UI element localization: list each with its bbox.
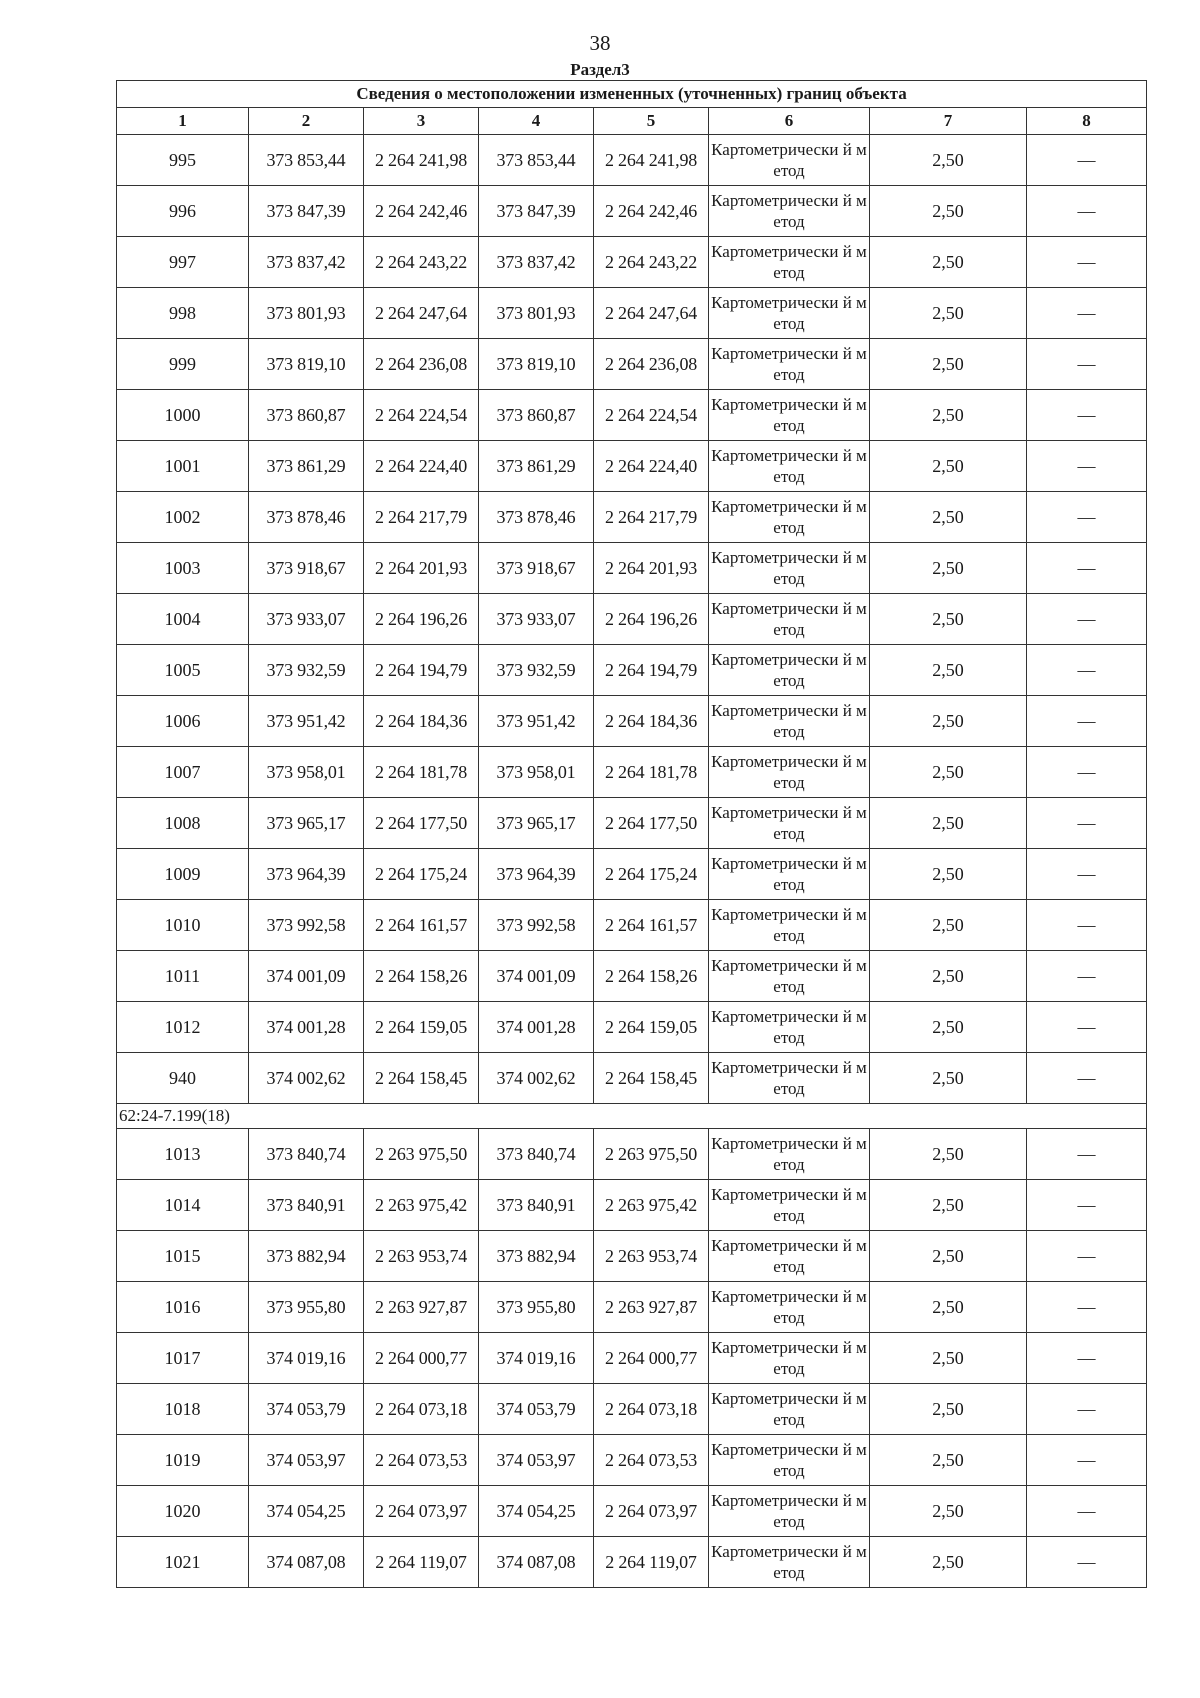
point-number-cell: 1007 bbox=[117, 747, 249, 798]
table-row bbox=[117, 339, 1147, 390]
accuracy-cell: 2,50 bbox=[870, 1384, 1027, 1435]
y-coordinate-new-cell: 2 264 224,54 bbox=[594, 390, 709, 441]
table-row bbox=[117, 594, 1147, 645]
y-coordinate-cell: 2 263 953,74 bbox=[364, 1231, 479, 1282]
accuracy-cell: 2,50 bbox=[870, 1435, 1027, 1486]
table-row bbox=[117, 543, 1147, 594]
accuracy-cell: 2,50 bbox=[870, 1537, 1027, 1588]
x-coordinate-cell: 373 878,46 bbox=[249, 492, 364, 543]
column-header: 4 bbox=[479, 108, 594, 135]
accuracy-cell: 2,50 bbox=[870, 441, 1027, 492]
point-number-cell: 997 bbox=[117, 237, 249, 288]
accuracy-cell: 2,50 bbox=[870, 135, 1027, 186]
accuracy-cell: 2,50 bbox=[870, 492, 1027, 543]
point-number-cell: 996 bbox=[117, 186, 249, 237]
group-label: 62:24-7.199(18) bbox=[117, 1104, 1147, 1129]
y-coordinate-new-cell: 2 264 201,93 bbox=[594, 543, 709, 594]
description-cell: — bbox=[1027, 135, 1147, 186]
description-cell: — bbox=[1027, 1384, 1147, 1435]
description-cell: — bbox=[1027, 900, 1147, 951]
point-number-cell: 1015 bbox=[117, 1231, 249, 1282]
table-row bbox=[117, 798, 1147, 849]
accuracy-cell: 2,50 bbox=[870, 798, 1027, 849]
accuracy-cell: 2,50 bbox=[870, 237, 1027, 288]
y-coordinate-new-cell: 2 264 073,53 bbox=[594, 1435, 709, 1486]
point-number-cell: 1020 bbox=[117, 1486, 249, 1537]
x-coordinate-new-cell: 373 847,39 bbox=[479, 186, 594, 237]
method-cell: Картометрически й метод bbox=[709, 543, 870, 594]
method-cell: Картометрически й метод bbox=[709, 900, 870, 951]
description-cell: — bbox=[1027, 492, 1147, 543]
table-row bbox=[117, 186, 1147, 237]
y-coordinate-cell: 2 264 243,22 bbox=[364, 237, 479, 288]
y-coordinate-cell: 2 264 177,50 bbox=[364, 798, 479, 849]
y-coordinate-new-cell: 2 264 224,40 bbox=[594, 441, 709, 492]
method-cell: Картометрически й метод bbox=[709, 1333, 870, 1384]
x-coordinate-new-cell: 373 964,39 bbox=[479, 849, 594, 900]
description-cell: — bbox=[1027, 441, 1147, 492]
y-coordinate-new-cell: 2 264 119,07 bbox=[594, 1537, 709, 1588]
y-coordinate-new-cell: 2 264 181,78 bbox=[594, 747, 709, 798]
x-coordinate-new-cell: 373 853,44 bbox=[479, 135, 594, 186]
description-cell: — bbox=[1027, 543, 1147, 594]
method-cell: Картометрически й метод bbox=[709, 747, 870, 798]
point-number-cell: 1021 bbox=[117, 1537, 249, 1588]
x-coordinate-cell: 374 001,09 bbox=[249, 951, 364, 1002]
table-row bbox=[117, 1180, 1147, 1231]
y-coordinate-cell: 2 264 224,40 bbox=[364, 441, 479, 492]
y-coordinate-new-cell: 2 264 159,05 bbox=[594, 1002, 709, 1053]
accuracy-cell: 2,50 bbox=[870, 1231, 1027, 1282]
x-coordinate-cell: 374 087,08 bbox=[249, 1537, 364, 1588]
y-coordinate-cell: 2 264 175,24 bbox=[364, 849, 479, 900]
x-coordinate-new-cell: 373 837,42 bbox=[479, 237, 594, 288]
x-coordinate-cell: 373 840,74 bbox=[249, 1129, 364, 1180]
x-coordinate-new-cell: 373 860,87 bbox=[479, 390, 594, 441]
x-coordinate-cell: 373 958,01 bbox=[249, 747, 364, 798]
description-cell: — bbox=[1027, 339, 1147, 390]
column-header: 8 bbox=[1027, 108, 1147, 135]
point-number-cell: 1002 bbox=[117, 492, 249, 543]
table-row bbox=[117, 900, 1147, 951]
table-row bbox=[117, 747, 1147, 798]
y-coordinate-cell: 2 264 073,18 bbox=[364, 1384, 479, 1435]
point-number-cell: 1009 bbox=[117, 849, 249, 900]
x-coordinate-cell: 373 964,39 bbox=[249, 849, 364, 900]
x-coordinate-new-cell: 374 053,79 bbox=[479, 1384, 594, 1435]
y-coordinate-cell: 2 264 159,05 bbox=[364, 1002, 479, 1053]
y-coordinate-new-cell: 2 264 175,24 bbox=[594, 849, 709, 900]
table-row bbox=[117, 951, 1147, 1002]
description-cell: — bbox=[1027, 237, 1147, 288]
y-coordinate-cell: 2 263 975,42 bbox=[364, 1180, 479, 1231]
y-coordinate-new-cell: 2 264 000,77 bbox=[594, 1333, 709, 1384]
point-number-cell: 1000 bbox=[117, 390, 249, 441]
description-cell: — bbox=[1027, 1486, 1147, 1537]
point-number-cell: 1004 bbox=[117, 594, 249, 645]
accuracy-cell: 2,50 bbox=[870, 645, 1027, 696]
description-cell: — bbox=[1027, 645, 1147, 696]
y-coordinate-new-cell: 2 264 196,26 bbox=[594, 594, 709, 645]
y-coordinate-cell: 2 264 073,97 bbox=[364, 1486, 479, 1537]
table-header-row bbox=[117, 108, 1147, 135]
accuracy-cell: 2,50 bbox=[870, 1486, 1027, 1537]
point-number-cell: 1005 bbox=[117, 645, 249, 696]
method-cell: Картометрически й метод bbox=[709, 951, 870, 1002]
method-cell: Картометрически й метод bbox=[709, 441, 870, 492]
table-row bbox=[117, 135, 1147, 186]
description-cell: — bbox=[1027, 594, 1147, 645]
description-cell: — bbox=[1027, 390, 1147, 441]
description-cell: — bbox=[1027, 1180, 1147, 1231]
point-number-cell: 1013 bbox=[117, 1129, 249, 1180]
table-row bbox=[117, 237, 1147, 288]
y-coordinate-new-cell: 2 264 242,46 bbox=[594, 186, 709, 237]
point-number-cell: 1001 bbox=[117, 441, 249, 492]
column-header: 3 bbox=[364, 108, 479, 135]
x-coordinate-new-cell: 373 951,42 bbox=[479, 696, 594, 747]
description-cell: — bbox=[1027, 1435, 1147, 1486]
y-coordinate-cell: 2 264 158,45 bbox=[364, 1053, 479, 1104]
y-coordinate-cell: 2 264 217,79 bbox=[364, 492, 479, 543]
y-coordinate-cell: 2 264 000,77 bbox=[364, 1333, 479, 1384]
table-row bbox=[117, 492, 1147, 543]
method-cell: Картометрически й метод bbox=[709, 339, 870, 390]
x-coordinate-cell: 373 932,59 bbox=[249, 645, 364, 696]
accuracy-cell: 2,50 bbox=[870, 1053, 1027, 1104]
point-number-cell: 999 bbox=[117, 339, 249, 390]
accuracy-cell: 2,50 bbox=[870, 288, 1027, 339]
method-cell: Картометрически й метод bbox=[709, 594, 870, 645]
method-cell: Картометрически й метод bbox=[709, 1537, 870, 1588]
description-cell: — bbox=[1027, 696, 1147, 747]
y-coordinate-new-cell: 2 264 241,98 bbox=[594, 135, 709, 186]
method-cell: Картометрически й метод bbox=[709, 135, 870, 186]
y-coordinate-new-cell: 2 264 158,26 bbox=[594, 951, 709, 1002]
column-header: 6 bbox=[709, 108, 870, 135]
x-coordinate-new-cell: 374 087,08 bbox=[479, 1537, 594, 1588]
accuracy-cell: 2,50 bbox=[870, 594, 1027, 645]
point-number-cell: 1003 bbox=[117, 543, 249, 594]
y-coordinate-cell: 2 264 194,79 bbox=[364, 645, 479, 696]
description-cell: — bbox=[1027, 1333, 1147, 1384]
x-coordinate-new-cell: 373 819,10 bbox=[479, 339, 594, 390]
page-number: 38 bbox=[589, 31, 611, 55]
table-row bbox=[117, 390, 1147, 441]
table-row bbox=[117, 849, 1147, 900]
method-cell: Картометрически й метод bbox=[709, 696, 870, 747]
x-coordinate-cell: 373 801,93 bbox=[249, 288, 364, 339]
accuracy-cell: 2,50 bbox=[870, 1002, 1027, 1053]
accuracy-cell: 2,50 bbox=[870, 951, 1027, 1002]
x-coordinate-cell: 373 847,39 bbox=[249, 186, 364, 237]
method-cell: Картометрически й метод bbox=[709, 1435, 870, 1486]
description-cell: — bbox=[1027, 849, 1147, 900]
y-coordinate-new-cell: 2 264 217,79 bbox=[594, 492, 709, 543]
table-caption: Сведения о местоположении измененных (уточненных) границ объекта bbox=[117, 81, 1147, 108]
x-coordinate-cell: 373 861,29 bbox=[249, 441, 364, 492]
y-coordinate-new-cell: 2 264 184,36 bbox=[594, 696, 709, 747]
accuracy-cell: 2,50 bbox=[870, 1180, 1027, 1231]
y-coordinate-new-cell: 2 263 975,42 bbox=[594, 1180, 709, 1231]
y-coordinate-new-cell: 2 263 953,74 bbox=[594, 1231, 709, 1282]
x-coordinate-new-cell: 374 002,62 bbox=[479, 1053, 594, 1104]
point-number-cell: 1008 bbox=[117, 798, 249, 849]
x-coordinate-cell: 374 053,97 bbox=[249, 1435, 364, 1486]
y-coordinate-new-cell: 2 263 975,50 bbox=[594, 1129, 709, 1180]
x-coordinate-new-cell: 373 933,07 bbox=[479, 594, 594, 645]
section-title: Раздел3 bbox=[570, 60, 630, 79]
accuracy-cell: 2,50 bbox=[870, 1282, 1027, 1333]
table-row bbox=[117, 1537, 1147, 1588]
column-header: 2 bbox=[249, 108, 364, 135]
point-number-cell: 998 bbox=[117, 288, 249, 339]
table-row bbox=[117, 1282, 1147, 1333]
y-coordinate-new-cell: 2 264 177,50 bbox=[594, 798, 709, 849]
point-number-cell: 1006 bbox=[117, 696, 249, 747]
x-coordinate-cell: 373 955,80 bbox=[249, 1282, 364, 1333]
x-coordinate-new-cell: 373 840,74 bbox=[479, 1129, 594, 1180]
x-coordinate-new-cell: 374 001,28 bbox=[479, 1002, 594, 1053]
x-coordinate-cell: 373 882,94 bbox=[249, 1231, 364, 1282]
description-cell: — bbox=[1027, 1053, 1147, 1104]
description-cell: — bbox=[1027, 951, 1147, 1002]
x-coordinate-cell: 374 053,79 bbox=[249, 1384, 364, 1435]
y-coordinate-new-cell: 2 264 243,22 bbox=[594, 237, 709, 288]
table-row bbox=[117, 1053, 1147, 1104]
table-row bbox=[117, 441, 1147, 492]
y-coordinate-cell: 2 264 247,64 bbox=[364, 288, 479, 339]
x-coordinate-cell: 373 933,07 bbox=[249, 594, 364, 645]
x-coordinate-cell: 374 001,28 bbox=[249, 1002, 364, 1053]
description-cell: — bbox=[1027, 1129, 1147, 1180]
y-coordinate-cell: 2 264 224,54 bbox=[364, 390, 479, 441]
y-coordinate-cell: 2 264 184,36 bbox=[364, 696, 479, 747]
point-number-cell: 1011 bbox=[117, 951, 249, 1002]
y-coordinate-cell: 2 264 073,53 bbox=[364, 1435, 479, 1486]
y-coordinate-new-cell: 2 264 247,64 bbox=[594, 288, 709, 339]
x-coordinate-cell: 373 951,42 bbox=[249, 696, 364, 747]
point-number-cell: 1016 bbox=[117, 1282, 249, 1333]
y-coordinate-cell: 2 263 975,50 bbox=[364, 1129, 479, 1180]
method-cell: Картометрически й метод bbox=[709, 849, 870, 900]
y-coordinate-cell: 2 264 161,57 bbox=[364, 900, 479, 951]
description-cell: — bbox=[1027, 1231, 1147, 1282]
column-header: 5 bbox=[594, 108, 709, 135]
x-coordinate-new-cell: 373 932,59 bbox=[479, 645, 594, 696]
y-coordinate-cell: 2 264 181,78 bbox=[364, 747, 479, 798]
method-cell: Картометрически й метод bbox=[709, 237, 870, 288]
x-coordinate-new-cell: 373 918,67 bbox=[479, 543, 594, 594]
point-number-cell: 995 bbox=[117, 135, 249, 186]
y-coordinate-new-cell: 2 264 236,08 bbox=[594, 339, 709, 390]
method-cell: Картометрически й метод bbox=[709, 1129, 870, 1180]
x-coordinate-new-cell: 373 840,91 bbox=[479, 1180, 594, 1231]
x-coordinate-new-cell: 373 958,01 bbox=[479, 747, 594, 798]
table-row bbox=[117, 1333, 1147, 1384]
x-coordinate-new-cell: 373 801,93 bbox=[479, 288, 594, 339]
x-coordinate-new-cell: 373 878,46 bbox=[479, 492, 594, 543]
method-cell: Картометрически й метод bbox=[709, 1231, 870, 1282]
accuracy-cell: 2,50 bbox=[870, 1333, 1027, 1384]
point-number-cell: 940 bbox=[117, 1053, 249, 1104]
description-cell: — bbox=[1027, 288, 1147, 339]
y-coordinate-new-cell: 2 264 194,79 bbox=[594, 645, 709, 696]
y-coordinate-new-cell: 2 264 158,45 bbox=[594, 1053, 709, 1104]
x-coordinate-new-cell: 374 019,16 bbox=[479, 1333, 594, 1384]
description-cell: — bbox=[1027, 186, 1147, 237]
y-coordinate-cell: 2 264 236,08 bbox=[364, 339, 479, 390]
method-cell: Картометрически й метод bbox=[709, 492, 870, 543]
x-coordinate-cell: 373 840,91 bbox=[249, 1180, 364, 1231]
method-cell: Картометрически й метод bbox=[709, 1384, 870, 1435]
column-header: 7 bbox=[870, 108, 1027, 135]
boundary-points-table bbox=[116, 80, 1147, 1588]
table-row bbox=[117, 1231, 1147, 1282]
y-coordinate-cell: 2 264 242,46 bbox=[364, 186, 479, 237]
table-row bbox=[117, 1384, 1147, 1435]
y-coordinate-cell: 2 264 196,26 bbox=[364, 594, 479, 645]
description-cell: — bbox=[1027, 747, 1147, 798]
point-number-cell: 1012 bbox=[117, 1002, 249, 1053]
method-cell: Картометрически й метод bbox=[709, 645, 870, 696]
x-coordinate-new-cell: 373 861,29 bbox=[479, 441, 594, 492]
accuracy-cell: 2,50 bbox=[870, 186, 1027, 237]
y-coordinate-cell: 2 264 241,98 bbox=[364, 135, 479, 186]
point-number-cell: 1019 bbox=[117, 1435, 249, 1486]
x-coordinate-cell: 373 918,67 bbox=[249, 543, 364, 594]
accuracy-cell: 2,50 bbox=[870, 339, 1027, 390]
accuracy-cell: 2,50 bbox=[870, 747, 1027, 798]
y-coordinate-cell: 2 264 119,07 bbox=[364, 1537, 479, 1588]
accuracy-cell: 2,50 bbox=[870, 849, 1027, 900]
method-cell: Картометрически й метод bbox=[709, 1180, 870, 1231]
accuracy-cell: 2,50 bbox=[870, 1129, 1027, 1180]
x-coordinate-new-cell: 373 992,58 bbox=[479, 900, 594, 951]
y-coordinate-new-cell: 2 264 161,57 bbox=[594, 900, 709, 951]
method-cell: Картометрически й метод bbox=[709, 186, 870, 237]
point-number-cell: 1018 bbox=[117, 1384, 249, 1435]
table-row bbox=[117, 696, 1147, 747]
column-header: 1 bbox=[117, 108, 249, 135]
x-coordinate-cell: 373 819,10 bbox=[249, 339, 364, 390]
x-coordinate-new-cell: 373 965,17 bbox=[479, 798, 594, 849]
x-coordinate-cell: 373 965,17 bbox=[249, 798, 364, 849]
table-body bbox=[117, 81, 1147, 1588]
y-coordinate-cell: 2 263 927,87 bbox=[364, 1282, 479, 1333]
y-coordinate-new-cell: 2 264 073,18 bbox=[594, 1384, 709, 1435]
y-coordinate-new-cell: 2 264 073,97 bbox=[594, 1486, 709, 1537]
x-coordinate-new-cell: 374 001,09 bbox=[479, 951, 594, 1002]
x-coordinate-cell: 374 002,62 bbox=[249, 1053, 364, 1104]
table-row bbox=[117, 1002, 1147, 1053]
x-coordinate-new-cell: 373 955,80 bbox=[479, 1282, 594, 1333]
y-coordinate-new-cell: 2 263 927,87 bbox=[594, 1282, 709, 1333]
method-cell: Картометрически й метод bbox=[709, 288, 870, 339]
method-cell: Картометрически й метод bbox=[709, 1282, 870, 1333]
group-row bbox=[117, 1104, 1147, 1129]
x-coordinate-new-cell: 373 882,94 bbox=[479, 1231, 594, 1282]
x-coordinate-new-cell: 374 054,25 bbox=[479, 1486, 594, 1537]
description-cell: — bbox=[1027, 1537, 1147, 1588]
table-caption-row bbox=[117, 81, 1147, 108]
x-coordinate-cell: 373 860,87 bbox=[249, 390, 364, 441]
accuracy-cell: 2,50 bbox=[870, 696, 1027, 747]
x-coordinate-cell: 373 992,58 bbox=[249, 900, 364, 951]
description-cell: — bbox=[1027, 1282, 1147, 1333]
table-row bbox=[117, 1129, 1147, 1180]
table-row bbox=[117, 1435, 1147, 1486]
method-cell: Картометрически й метод bbox=[709, 1486, 870, 1537]
table-row bbox=[117, 1486, 1147, 1537]
accuracy-cell: 2,50 bbox=[870, 900, 1027, 951]
method-cell: Картометрически й метод bbox=[709, 798, 870, 849]
y-coordinate-cell: 2 264 158,26 bbox=[364, 951, 479, 1002]
point-number-cell: 1017 bbox=[117, 1333, 249, 1384]
accuracy-cell: 2,50 bbox=[870, 390, 1027, 441]
description-cell: — bbox=[1027, 1002, 1147, 1053]
point-number-cell: 1010 bbox=[117, 900, 249, 951]
x-coordinate-cell: 374 019,16 bbox=[249, 1333, 364, 1384]
table-row bbox=[117, 288, 1147, 339]
x-coordinate-cell: 374 054,25 bbox=[249, 1486, 364, 1537]
method-cell: Картометрически й метод bbox=[709, 1002, 870, 1053]
y-coordinate-cell: 2 264 201,93 bbox=[364, 543, 479, 594]
point-number-cell: 1014 bbox=[117, 1180, 249, 1231]
method-cell: Картометрически й метод bbox=[709, 1053, 870, 1104]
x-coordinate-cell: 373 837,42 bbox=[249, 237, 364, 288]
x-coordinate-cell: 373 853,44 bbox=[249, 135, 364, 186]
table-row bbox=[117, 645, 1147, 696]
method-cell: Картометрически й метод bbox=[709, 390, 870, 441]
x-coordinate-new-cell: 374 053,97 bbox=[479, 1435, 594, 1486]
accuracy-cell: 2,50 bbox=[870, 543, 1027, 594]
description-cell: — bbox=[1027, 798, 1147, 849]
